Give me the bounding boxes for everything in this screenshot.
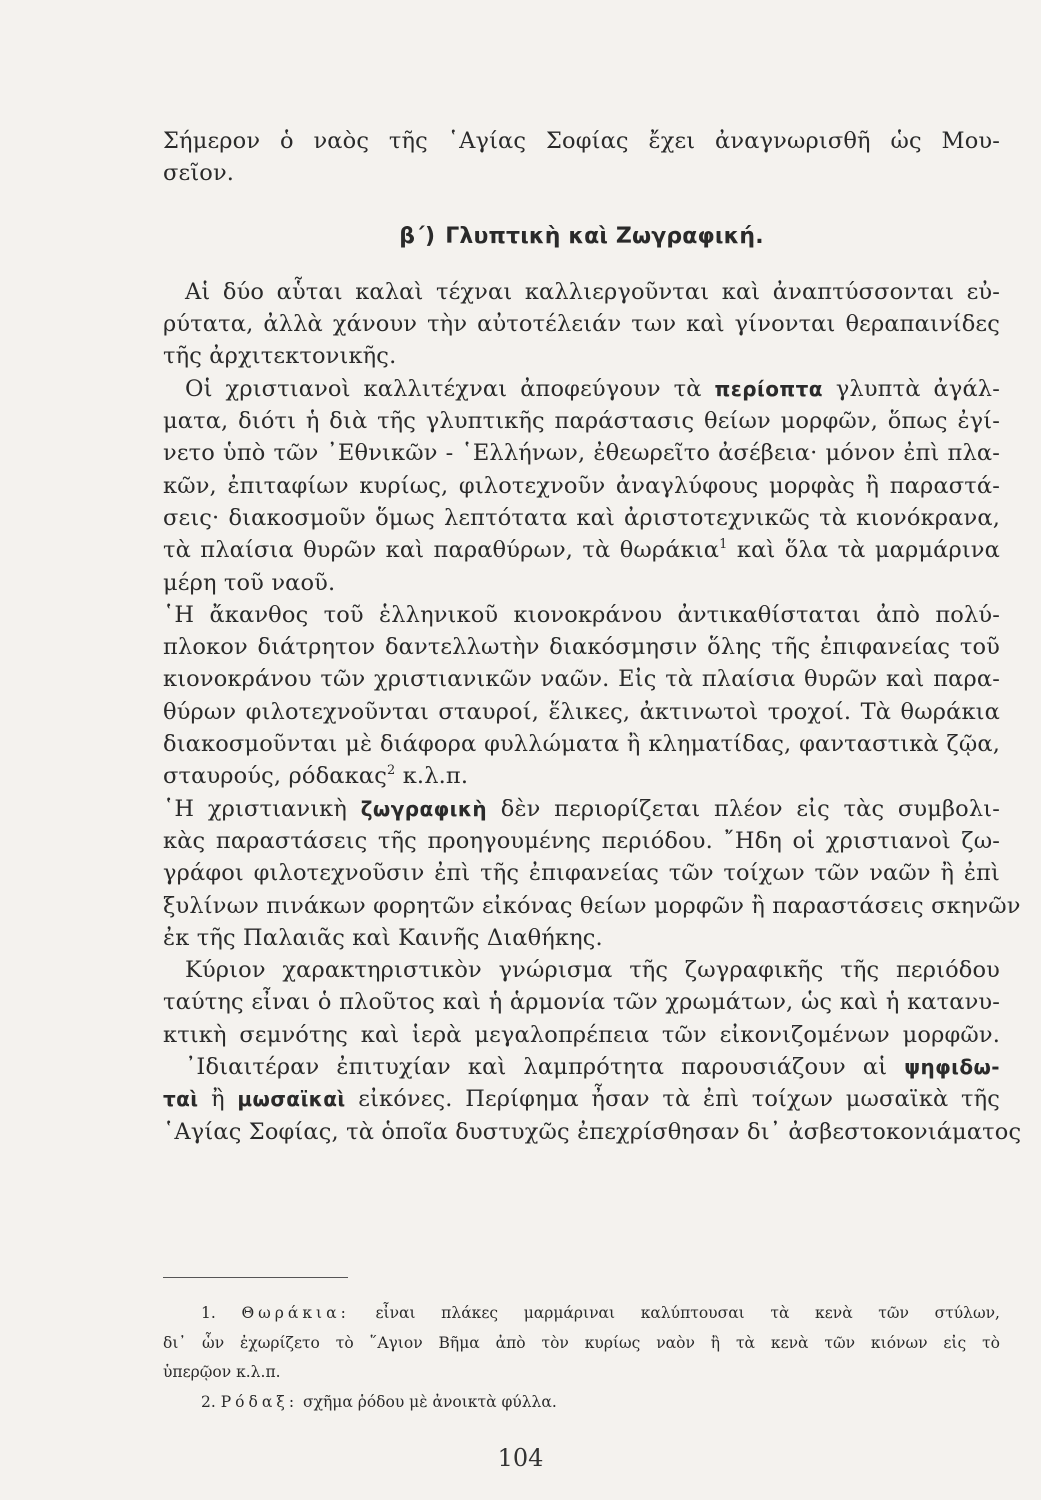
footnote-term: Θωράκια: (241, 1304, 350, 1322)
bold-term-perioptos: περίοπτα (714, 376, 823, 401)
text-line: κτικὴ σεμνότης καὶ ἱερὰ μεγαλοπρέπεια τῶν εἰκονιζομένων μορφῶν. (163, 1021, 1000, 1048)
text-line: ἐκ τῆς Παλαιᾶς καὶ Καινῆς Διαθήκης. (163, 924, 603, 951)
footnote-term: Ρόδαξ: (220, 1392, 299, 1411)
main-text (163, 125, 1022, 1148)
text-line: Οἱ χριστιανοὶ καλλιτέχναι ἀποφεύγουν τὰ περίοπτα γλυπτὰ ἀγάλ- (185, 375, 1000, 402)
text-line: κὰς παραστάσεις τῆς προηγουμένης περιόδου. ῎Ηδη οἱ χριστιανοὶ ζω- (163, 827, 1000, 854)
text-line: σταυρούς, ρόδακας$^2$ κ.λ.π. (163, 763, 469, 790)
text-line: ῾Η χριστιανικὴ ζωγραφικὴ δὲν περιορίζεται πλέον εἰς τὰς συμβολι- (163, 795, 1000, 822)
footnote-1-line: ὑπερῷον κ.λ.π. (163, 1363, 281, 1381)
text-line: ταύτης εἶναι ὁ πλοῦτος καὶ ἡ ἁρμονία τῶν χρωμάτων, ὡς καὶ ἡ κατανυ- (163, 989, 1000, 1016)
footnote-ref-2: 2 (386, 763, 396, 779)
section-heading (163, 221, 1000, 253)
text-line: θύρων φιλοτεχνοῦνται σταυροί, ἕλικες, ἀκτινωτοὶ τροχοί. Τὰ θωράκια (163, 698, 1000, 725)
text-line: τὰ πλαίσια θυρῶν καὶ παραθύρων, τὰ θωράκια$^1$ καὶ ὅλα τὰ μαρμάρινα (163, 537, 1000, 564)
text-line: σεις· διακοσμοῦν ὅμως λεπτότατα καὶ ἀριστοτεχνικῶς τὰ κιονόκρανα, (163, 504, 1000, 531)
text-line: ῾Η ἄκανθος τοῦ ἑλληνικοῦ κιονοκράνου ἀντικαθίσταται ἀπὸ πολύ- (163, 601, 1000, 628)
text-line: κῶν, ἐπιταφίων κυρίως, φιλοτεχνοῦν ἀναγλύφους μορφὰς ἢ παραστά- (163, 472, 1000, 499)
bold-term-psifidotai: ψηφιδω- (904, 1055, 1000, 1080)
text-line: σεῖον. (163, 160, 235, 187)
text-line: μέρη τοῦ ναοῦ. (163, 569, 336, 596)
text-line: νετο ὑπὸ τῶν ᾿Εθνικῶν - ῾Ελλήνων, ἐθεωρεῖτο ἀσέβεια· μόνον ἐπὶ πλα- (163, 440, 1000, 467)
text-line: ξυλίνων πινάκων φορητῶν εἰκόνας θείων μορφῶν ἢ παραστάσεις σκηνῶν (163, 892, 1021, 919)
text-line: ῾Αγίας Σοφίας, τὰ ὁποῖα δυστυχῶς ἐπεχρίσθησαν δι᾿ ἀσβεστοκονιάματος (163, 1118, 1022, 1145)
text-line: Αἱ δύο αὗται καλαὶ τέχναι καλλιεργοῦνται καὶ ἀναπτύσσονται εὐ- (185, 278, 1000, 305)
section-number: β΄) (399, 223, 436, 249)
bold-term-zografiki: ζωγραφικὴ (360, 796, 488, 821)
footnote-2: 2. Ρόδαξ: σχῆμα ῥόδου μὲ ἀνοικτὰ φύλλα. (201, 1392, 557, 1411)
footnote-divider (163, 1277, 348, 1278)
text-line: τῆς ἀρχιτεκτονικῆς. (163, 343, 397, 370)
text-line: πλοκον διάτρητον δαντελλωτὴν διακόσμησιν ὅλης τῆς ἐπιφανείας τοῦ (163, 634, 1000, 661)
footnote-ref-1: 1 (719, 537, 728, 553)
bold-term-mosaikai: μωσαϊκαὶ (237, 1087, 346, 1112)
text-line: διακοσμοῦνται μὲ διάφορα φυλλώματα ἢ κληματίδας, φανταστικὰ ζῷα, (163, 731, 1000, 758)
text-line: ματα, διότι ἡ διὰ τῆς γλυπτικῆς παράστασις θείων μορφῶν, ὅπως ἐγί- (163, 408, 1000, 435)
footnotes (163, 1299, 1000, 1417)
page-number: 104 (497, 1444, 544, 1472)
text-line: ᾿Ιδιαιτέραν ἐπιτυχίαν καὶ λαμπρότητα παρουσιάζουν αἱ ψηφιδω- (185, 1054, 1000, 1081)
text-line: Σήμερον ὁ ναὸς τῆς ῾Αγίας Σοφίας ἔχει ἀναγνωρισθῆ ὡς Μου- (163, 128, 1000, 154)
footnote-1: 1. Θωράκια: εἶναι πλάκες μαρμάριναι καλύπτουσαι τὰ κενὰ τῶν στύλων, (201, 1304, 1000, 1322)
section-title: Γλυπτικὴ καὶ Ζωγραφική. (445, 223, 764, 249)
text-line: ταὶ ἢ μωσαϊκαὶ εἰκόνες. Περίφημα ἦσαν τὰ ἐπὶ τοίχων μωσαϊκὰ τῆς (163, 1086, 1000, 1113)
text-line: ρύτατα, ἀλλὰ χάνουν τὴν αὐτοτέλειάν των καὶ γίνονται θεραπαινίδες (163, 311, 1000, 338)
footnote-1-line: δι᾿ ὧν ἐχωρίζετο τὸ ῞Αγιον Βῆμα ἀπὸ τὸν κυρίως ναὸν ἢ τὰ κενὰ τῶν κιόνων εἰς τὸ (163, 1333, 1000, 1352)
text-line: κιονοκράνου τῶν χριστιανικῶν ναῶν. Εἰς τὰ πλαίσια θυρῶν καὶ παρα- (163, 666, 1000, 693)
text-line: Κύριον χαρακτηριστικὸν γνώρισμα τῆς ζωγραφικῆς τῆς περιόδου (185, 957, 1000, 984)
text-line: γράφοι φιλοτεχνοῦσιν ἐπὶ τῆς ἐπιφανείας τῶν τοίχων τῶν ναῶν ἢ ἐπὶ (163, 860, 1000, 887)
